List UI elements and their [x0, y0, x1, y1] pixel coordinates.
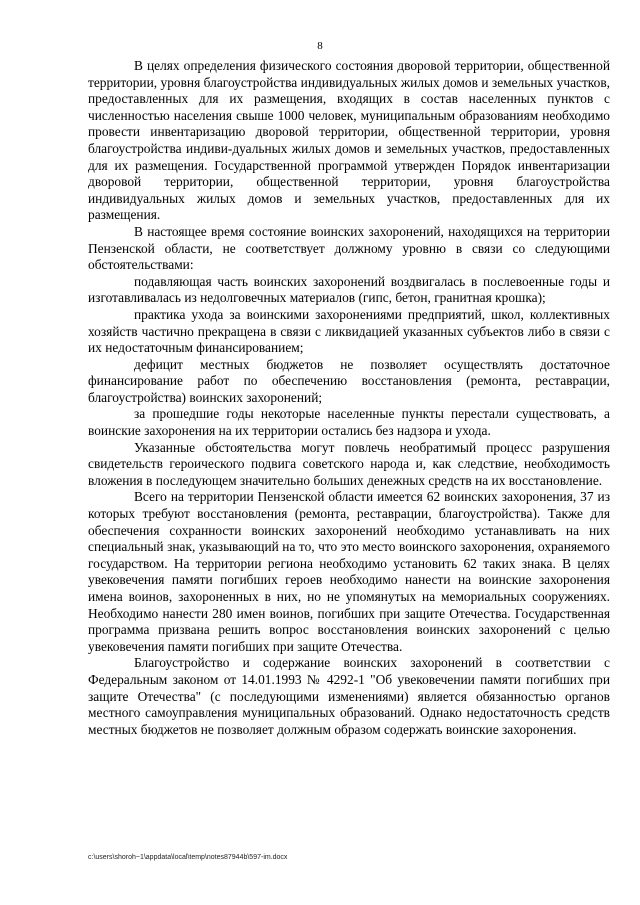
paragraph: Благоустройство и содержание воинских захоронений в соответствии с Федеральным законом от 14.01.1993 № 4292-1 "Об увековечении памяти погибших при защите Отечества" (с последующими изменениями) является обязанностью органов местного самоуправления муниципальных образований. Однако недостаточность средств местных бюджетов не позволяет должным образом содержать воинские захоронения.: [88, 655, 610, 737]
paragraph: В целях определения физического состояния дворовой территории, общественной территории, уровня благоустройства индивидуальных жилых домов и земельных участков, предоставленных для их размещения, входящих в состав населенных пунктов с численностью населения свыше 1000 человек, муниципальным образованиям необходимо провести инвентаризацию дворовой территории, общественной территории, уровня благоустройства индиви-дуальных жилых домов и земельных участков, предоставленных для их размещения. Государственной программой утвержден Порядок инвентаризации дворовой территории, общественной территории, уровня благоустройства индивидуальных жилых домов и земельных участков, предоставленных для их размещения.: [88, 58, 610, 223]
document-body: [88, 58, 610, 738]
file-path-footer: c:\users\shoroh~1\appdata\local\temp\notes87944b\597-im.docx: [88, 854, 288, 861]
paragraph: дефицит местных бюджетов не позволяет осуществлять достаточное финансирование работ по обеспечению восстановления (ремонта, реставрации, благоустройства) воинских захоронений;: [88, 356, 610, 405]
paragraph: В настоящее время состояние воинских захоронений, находящихся на территории Пензенской области, не соответствует должному уровню в связи со следующими обстоятельствами:: [88, 223, 610, 273]
paragraph: Указанные обстоятельства могут повлечь необратимый процесс разрушения свидетельств героического подвига советского народа и, как следствие, необходимость вложения в последующем значительно больших денежных средств на их восстановление.: [88, 439, 610, 488]
page-number: 8: [317, 40, 323, 52]
paragraph: за прошедшие годы некоторые населенные пункты перестали существовать, а воинские захоронения на их территории остались без надзора и ухода.: [88, 406, 610, 439]
paragraph: подавляющая часть воинских захоронений воздвигалась в послевоенные годы и изготавливалась из недолговечных материалов (гипс, бетон, гранитная крошка);: [88, 273, 610, 306]
paragraph: практика ухода за воинскими захоронениями предприятий, школ, коллективных хозяйств частично прекращена в связи с ликвидацией указанных субъектов либо в связи с их недостаточным финансированием;: [88, 306, 610, 356]
paragraph: Всего на территории Пензенской области имеется 62 воинских захоронения, 37 из которых требуют восстановления (ремонта, реставрации, благоустройства). Также для обеспечения сохранности воинских захоронений необходимо устанавливать на них специальный знак, указывающий на то, что это место воинского захоронения, охраняемого государством. На территории региона необходимо установить 62 таких знака. В целях увековечения памяти погибших героев необходимо нанести на воинские захоронения имена воинов, захороненных в них, но не упомянутых на мемориальных сооружениях. Необходимо нанести 280 имен воинов, погибших при защите Отечества. Государственная программа призвана решить вопрос восстановления воинских захоронений с целью увековечения памяти погибших при защите Отечества.: [88, 489, 610, 654]
